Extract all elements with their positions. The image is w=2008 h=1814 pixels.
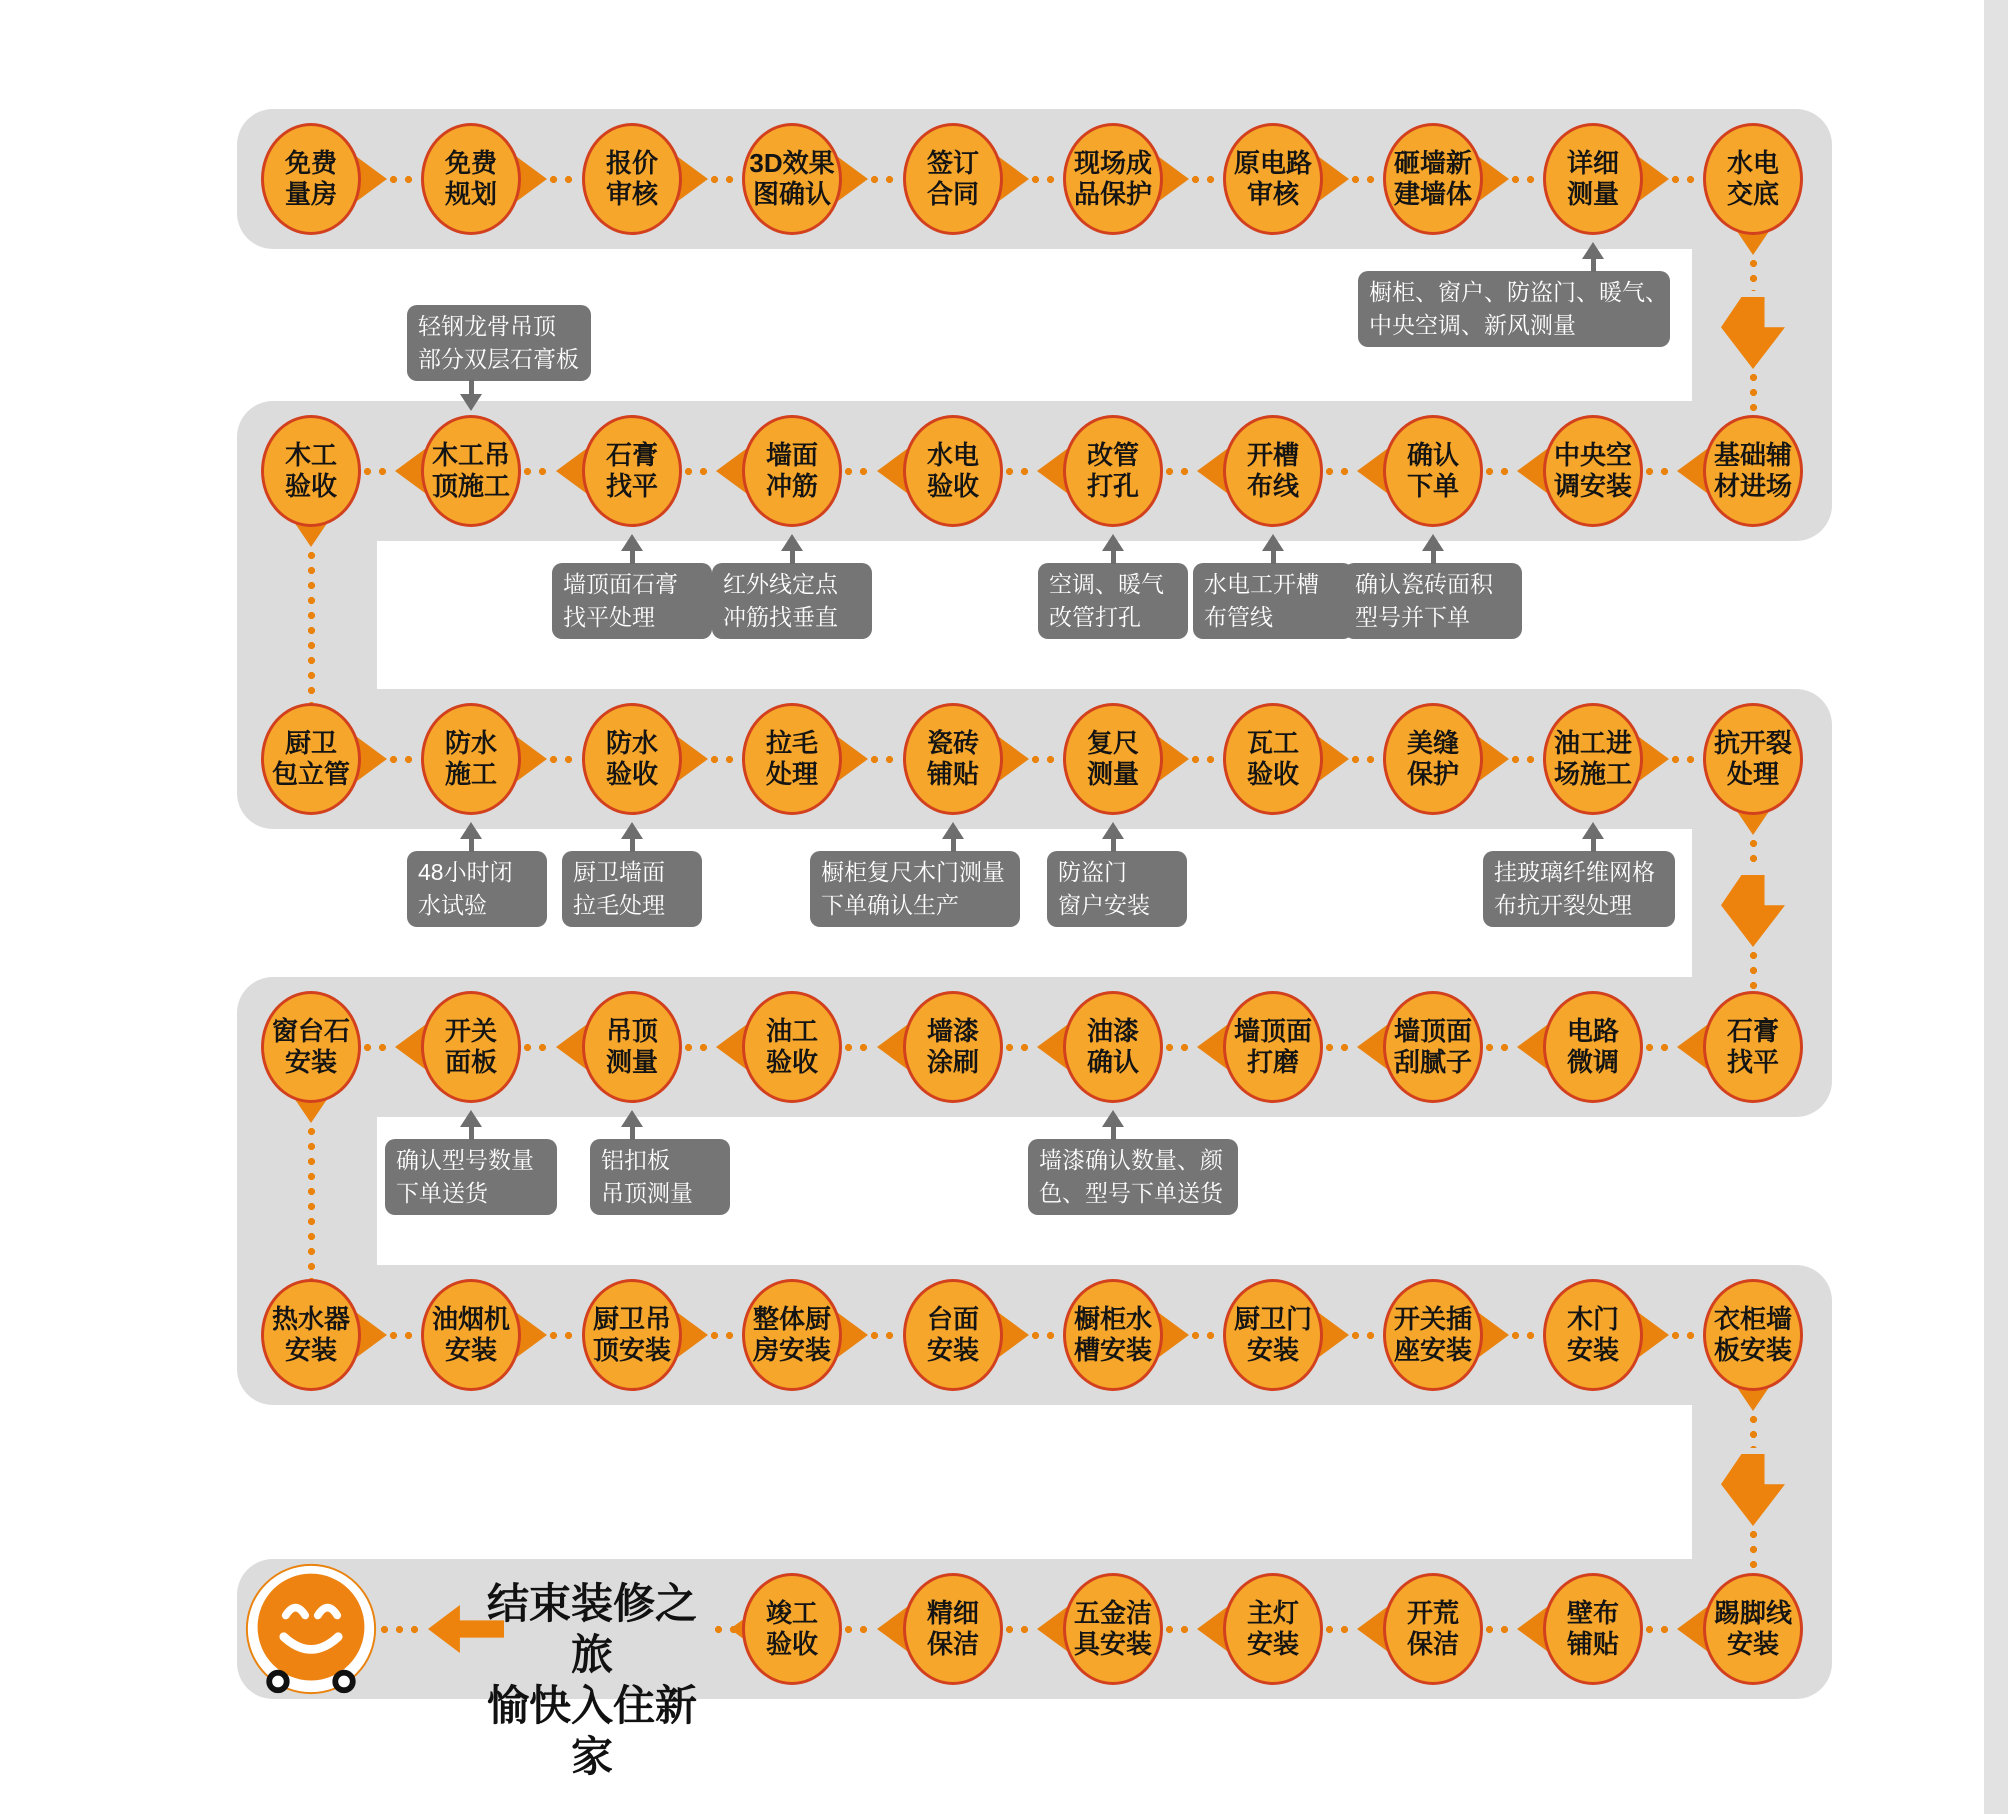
flow-node-label: 瓦工: [1246, 728, 1299, 758]
callout-stem: [1111, 549, 1116, 564]
dotted-connector: [870, 755, 901, 764]
smiley-face-icon: [243, 1561, 379, 1697]
flow-node-label: 验收: [605, 759, 658, 789]
flow-node-label: 水电: [926, 440, 979, 470]
dotted-connector: [1165, 467, 1195, 476]
flow-node-circle: [1703, 415, 1803, 527]
flow-node-label: 材进场: [1713, 471, 1792, 501]
dotted-connector: [1485, 1043, 1515, 1052]
flow-node-label: 橱柜水: [1073, 1304, 1152, 1334]
flow-node-label: 量房: [284, 179, 337, 209]
dotted-connector: [1031, 175, 1061, 184]
flow-node-circle: [1543, 123, 1643, 235]
flow-node-label: 处理: [1726, 759, 1779, 789]
flow-node-circle: [1543, 991, 1643, 1103]
dotted-connector: [684, 467, 714, 476]
dotted-connector: [1749, 259, 1758, 291]
flow-node-circle: [1063, 703, 1163, 815]
end-text-line: 结束装修之旅: [486, 1580, 697, 1678]
flow-node-circle: [421, 991, 521, 1103]
dotted-connector: [684, 1043, 714, 1052]
flow-node-label: 报价: [605, 148, 658, 178]
flow-node-label: 壁布: [1566, 1598, 1619, 1628]
flow-node-label: 木工: [284, 440, 337, 470]
dotted-connector: [549, 175, 580, 184]
callout-stem: [1271, 549, 1276, 564]
callout-box: [562, 851, 702, 927]
flow-node-circle: [742, 123, 842, 235]
callout-box: [1344, 563, 1522, 639]
dotted-connector: [1191, 175, 1221, 184]
flow-node-label: 图确认: [752, 179, 831, 209]
callout-text: 防盗门: [1058, 859, 1127, 885]
dotted-connector: [844, 1043, 875, 1052]
flow-node-label: 保洁: [1406, 1629, 1459, 1659]
flow-node-label: 签订: [926, 148, 979, 178]
flow-node-circle: [261, 415, 361, 527]
flow-node-label: 验收: [765, 1629, 818, 1659]
callout-text: 铝扣板: [601, 1147, 670, 1173]
flow-node-label: 确认: [1406, 440, 1459, 470]
flow-node-label: 木工吊: [431, 440, 510, 470]
callout-box: [407, 851, 547, 927]
flow-node-label: 安装: [1246, 1335, 1299, 1365]
page-edge-strip: [1984, 0, 2008, 1814]
flow-node-label: 座安装: [1393, 1335, 1472, 1365]
callout-text: 确认型号数量: [396, 1147, 534, 1173]
flow-node-label: 具安装: [1073, 1629, 1152, 1659]
flow-node-label: 窗台石: [271, 1016, 350, 1046]
flow-node-label: 合同: [926, 179, 979, 209]
flow-node-label: 详细: [1566, 148, 1619, 178]
callout-text: 水电工开槽: [1204, 571, 1319, 597]
callout-text: 部分双层石膏板: [418, 346, 579, 372]
flow-node-label: 保洁: [926, 1629, 979, 1659]
callout-box: [1483, 851, 1675, 927]
flow-node-circle: [261, 703, 361, 815]
flow-node-label: 面板: [444, 1047, 497, 1077]
flow-node-label: 验收: [284, 471, 337, 501]
flow-node-label: 交底: [1726, 179, 1779, 209]
flow-node-circle: [1543, 415, 1643, 527]
dotted-connector: [307, 1127, 316, 1279]
callout-text: 橱柜、窗户、防盗门、暖气、: [1369, 279, 1668, 305]
callout-text: 窗户安装: [1058, 892, 1150, 918]
flow-node-label: 拉毛: [765, 728, 818, 758]
flow-node-label: 房安装: [752, 1335, 831, 1365]
dotted-connector: [363, 1043, 393, 1052]
dotted-connector: [870, 1331, 901, 1340]
flow-node-label: 五金洁: [1073, 1598, 1152, 1628]
flow-node-circle: [742, 1279, 842, 1391]
flow-node-label: 防水: [444, 728, 497, 758]
dotted-connector: [1671, 175, 1701, 184]
flow-node-label: 板安装: [1713, 1335, 1792, 1365]
flow-node-circle: [903, 123, 1003, 235]
callout-stem: [1111, 837, 1116, 852]
dotted-connector: [1671, 755, 1701, 764]
flow-node-label: 布线: [1246, 471, 1299, 501]
dotted-connector: [1165, 1625, 1195, 1634]
flow-node-label: 铺贴: [1566, 1629, 1619, 1659]
callout-box: [590, 1139, 730, 1215]
flow-node-circle: [1703, 1279, 1803, 1391]
dotted-connector: [1485, 467, 1515, 476]
flow-node-circle: [1223, 991, 1323, 1103]
dotted-connector: [1511, 755, 1541, 764]
dotted-connector: [1351, 755, 1381, 764]
callout-stem: [1431, 549, 1436, 564]
dotted-connector: [870, 175, 901, 184]
flow-node-circle: [1543, 1279, 1643, 1391]
dotted-connector: [523, 467, 554, 476]
flow-node-label: 木门: [1566, 1304, 1619, 1334]
flow-node-circle: [421, 415, 521, 527]
callout-box: [1028, 1139, 1238, 1215]
flow-node-label: 审核: [605, 179, 658, 209]
callout-text: 红外线定点: [723, 571, 838, 597]
flow-node-label: 确认: [1086, 1047, 1139, 1077]
flow-node-label: 整体厨: [752, 1304, 831, 1334]
dotted-connector: [1485, 1625, 1515, 1634]
flow-node-label: 打孔: [1086, 471, 1139, 501]
flow-node-label: 墙漆: [926, 1016, 979, 1046]
flow-node-label: 美缝: [1406, 728, 1459, 758]
flow-node-label: 现场成: [1073, 148, 1152, 178]
end-text: [470, 1578, 714, 1782]
flow-node-circle: [1223, 123, 1323, 235]
flow-node-circle: [1383, 991, 1483, 1103]
flow-node-label: 抗开裂: [1713, 728, 1792, 758]
dotted-connector: [1749, 1415, 1758, 1448]
flow-node-circle: [261, 1279, 361, 1391]
dotted-connector: [1645, 1625, 1675, 1634]
dotted-connector: [1325, 1625, 1355, 1634]
dotted-connector: [1325, 1043, 1355, 1052]
dotted-connector: [1351, 1331, 1381, 1340]
flow-node-circle: [742, 1573, 842, 1685]
flow-node-label: 保护: [1406, 759, 1459, 789]
dotted-connector: [1005, 1043, 1035, 1052]
flow-node-label: 铺贴: [926, 759, 979, 789]
flow-node-circle: [742, 415, 842, 527]
flow-node-label: 安装: [284, 1335, 337, 1365]
flow-node-circle: [1223, 1279, 1323, 1391]
callout-text: 吊顶测量: [601, 1180, 693, 1206]
flow-node-label: 找平: [605, 471, 658, 501]
dotted-connector: [523, 1043, 554, 1052]
dotted-connector: [1005, 1625, 1035, 1634]
flow-node-label: 安装: [1566, 1335, 1619, 1365]
flow-node-label: 打磨: [1246, 1047, 1299, 1077]
flow-node-label: 精细: [926, 1598, 979, 1628]
callout-text: 型号并下单: [1355, 604, 1470, 630]
flow-node-label: 验收: [1246, 759, 1299, 789]
dotted-connector: [1645, 1043, 1675, 1052]
callout-text: 改管打孔: [1049, 604, 1141, 630]
dotted-connector: [1351, 175, 1381, 184]
callout-stem: [469, 379, 474, 395]
flow-node-label: 开关: [444, 1016, 497, 1046]
callout-text: 布抗开裂处理: [1494, 892, 1632, 918]
callout-box: [385, 1139, 557, 1215]
flow-node-circle: [421, 1279, 521, 1391]
callout-stem: [630, 1125, 635, 1140]
flow-node-circle: [421, 703, 521, 815]
flow-node-label: 验收: [926, 471, 979, 501]
flow-node-circle: [1223, 703, 1323, 815]
dotted-connector: [1005, 467, 1035, 476]
flow-node-label: 油漆: [1086, 1016, 1139, 1046]
flow-node-label: 石膏: [1726, 1016, 1779, 1046]
flow-node-label: 顶安装: [592, 1335, 671, 1365]
dotted-connector: [1165, 1043, 1195, 1052]
flow-node-circle: [1703, 1573, 1803, 1685]
flow-node-label: 下单: [1406, 471, 1459, 501]
flow-node-label: 厨卫吊: [592, 1304, 671, 1334]
flow-node-label: 油工进: [1553, 728, 1632, 758]
flow-node-label: 顶施工: [431, 471, 510, 501]
flow-node-label: 墙顶面: [1233, 1016, 1312, 1046]
flow-node-label: 热水器: [271, 1304, 350, 1334]
flow-node-label: 墙顶面: [1393, 1016, 1472, 1046]
flow-node-label: 微调: [1566, 1047, 1619, 1077]
callout-stem: [1591, 257, 1596, 272]
flow-node-circle: [1703, 123, 1803, 235]
dotted-connector: [1749, 1530, 1758, 1573]
flow-node-label: 台面: [926, 1304, 979, 1334]
flow-node-label: 场施工: [1553, 759, 1632, 789]
dotted-connector: [1325, 467, 1355, 476]
dotted-connector: [1749, 951, 1758, 991]
callout-box: [1038, 563, 1188, 639]
dotted-connector: [1671, 1331, 1701, 1340]
callout-text: 确认瓷砖面积: [1355, 571, 1493, 597]
flow-node-circle: [1063, 415, 1163, 527]
dotted-connector: [1749, 839, 1758, 869]
dotted-connector: [1645, 467, 1675, 476]
callout-box: [552, 563, 712, 639]
flow-node-label: 开关插: [1393, 1304, 1472, 1334]
flow-node-circle: [742, 703, 842, 815]
dotted-connector: [1031, 755, 1061, 764]
callout-stem: [790, 549, 795, 564]
dotted-connector: [1031, 1331, 1061, 1340]
flow-node-circle: [1383, 703, 1483, 815]
flow-node-label: 原电路: [1233, 148, 1312, 178]
flow-node-label: 砸墙新: [1393, 148, 1472, 178]
callout-stem: [1591, 837, 1596, 852]
flow-node-label: 电路: [1566, 1016, 1619, 1046]
flow-node-label: 测量: [1086, 759, 1139, 789]
callout-box: [1047, 851, 1187, 927]
flow-node-label: 建墙体: [1393, 179, 1472, 209]
flow-node-label: 安装: [926, 1335, 979, 1365]
dotted-connector: [1191, 755, 1221, 764]
flow-node-label: 槽安装: [1073, 1335, 1152, 1365]
callout-text: 拉毛处理: [573, 892, 665, 918]
callout-text: 找平处理: [563, 604, 655, 630]
callout-text: 空调、暖气: [1049, 571, 1164, 597]
callout-stem: [469, 1125, 474, 1140]
flow-node-label: 墙面: [765, 440, 818, 470]
dotted-connector: [710, 175, 740, 184]
dotted-connector: [1749, 373, 1758, 415]
flow-node-circle: [1063, 123, 1163, 235]
flow-node-label: 吊顶: [605, 1016, 658, 1046]
dotted-connector: [1511, 1331, 1541, 1340]
flow-node-circle: [582, 123, 682, 235]
flow-node-label: 找平: [1726, 1047, 1779, 1077]
dotted-connector: [363, 467, 393, 476]
flow-node-label: 免费: [444, 148, 497, 178]
callout-text: 下单确认生产: [821, 892, 959, 918]
flow-node-circle: [1223, 415, 1323, 527]
end-text-line: 愉快入住新家: [486, 1682, 697, 1780]
flow-node-label: 防水: [605, 728, 658, 758]
flow-node-label: 免费: [284, 148, 337, 178]
callout-text: 水试验: [418, 892, 487, 918]
dotted-connector: [389, 175, 419, 184]
dotted-connector: [710, 1331, 740, 1340]
callout-text: 挂玻璃纤维网格: [1494, 859, 1655, 885]
flow-node-label: 衣柜墙: [1713, 1304, 1792, 1334]
flow-node-label: 厨卫: [284, 728, 337, 758]
flow-node-circle: [1063, 991, 1163, 1103]
callout-text: 48小时闭: [418, 859, 513, 885]
flow-node-label: 厨卫门: [1233, 1304, 1312, 1334]
flow-node-label: 主灯: [1246, 1598, 1299, 1628]
flow-node-circle: [1383, 415, 1483, 527]
dotted-connector: [549, 1331, 580, 1340]
flow-node-circle: [1063, 1279, 1163, 1391]
flow-node-label: 审核: [1246, 179, 1299, 209]
flow-node-label: 调安装: [1553, 471, 1632, 501]
flow-node-circle: [1703, 703, 1803, 815]
flow-node-label: 处理: [765, 759, 818, 789]
dotted-connector: [307, 551, 316, 703]
flow-node-circle: [582, 703, 682, 815]
callout-text: 色、型号下单送货: [1039, 1180, 1223, 1206]
callout-text: 下单送货: [396, 1180, 488, 1206]
callout-stem: [951, 837, 956, 852]
flow-node-circle: [1703, 991, 1803, 1103]
flow-node-label: 施工: [444, 759, 497, 789]
callout-text: 布管线: [1204, 604, 1273, 630]
callout-text: 冲筋找垂直: [723, 604, 838, 630]
callout-stem: [630, 837, 635, 852]
flow-node-circle: [903, 703, 1003, 815]
callout-box: [712, 563, 872, 639]
callout-text: 中央空调、新风测量: [1369, 312, 1576, 338]
flow-node-label: 规划: [444, 179, 497, 209]
dotted-connector: [710, 755, 740, 764]
callout-text: 厨卫墙面: [573, 859, 665, 885]
flow-node-label: 安装: [1246, 1629, 1299, 1659]
flow-node-label: 复尺: [1086, 728, 1139, 758]
callout-box: [1358, 271, 1670, 347]
flow-node-label: 安装: [444, 1335, 497, 1365]
flow-node-label: 测量: [605, 1047, 658, 1077]
flow-node-circle: [1063, 1573, 1163, 1685]
flow-node-label: 涂刷: [926, 1047, 979, 1077]
flow-node-label: 基础辅: [1713, 440, 1792, 470]
flow-node-label: 开荒: [1406, 1598, 1459, 1628]
flow-node-circle: [582, 991, 682, 1103]
flow-node-label: 油工: [765, 1016, 818, 1046]
flow-node-circle: [903, 991, 1003, 1103]
flow-node-label: 石膏: [605, 440, 658, 470]
flow-node-label: 竣工: [765, 1598, 818, 1628]
dotted-connector: [549, 755, 580, 764]
flow-node-circle: [582, 1279, 682, 1391]
flow-node-label: 瓷砖: [926, 728, 979, 758]
flow-node-label: 水电: [1726, 148, 1779, 178]
flow-node-label: 冲筋: [765, 471, 818, 501]
flow-node-circle: [261, 123, 361, 235]
flow-node-circle: [903, 415, 1003, 527]
dotted-connector: [844, 467, 875, 476]
flow-node-label: 中央空: [1553, 440, 1632, 470]
callout-arrowhead-icon: [460, 394, 482, 411]
flow-node-label: 油烟机: [431, 1304, 510, 1334]
callout-text: 轻钢龙骨吊顶: [418, 313, 556, 339]
flow-node-circle: [903, 1279, 1003, 1391]
callout-stem: [630, 549, 635, 564]
flow-node-circle: [261, 991, 361, 1103]
dotted-connector: [389, 755, 419, 764]
flow-node-label: 包立管: [271, 759, 350, 789]
flow-node-circle: [903, 1573, 1003, 1685]
callout-box: [407, 305, 591, 381]
flow-node-circle: [742, 991, 842, 1103]
dotted-connector: [380, 1625, 426, 1634]
flow-node-label: 安装: [1726, 1629, 1779, 1659]
flow-node-label: 踢脚线: [1713, 1598, 1792, 1628]
dotted-connector: [1511, 175, 1541, 184]
dotted-connector: [1191, 1331, 1221, 1340]
flow-node-label: 品保护: [1073, 179, 1152, 209]
flow-node-circle: [1543, 1573, 1643, 1685]
callout-text: 墙顶面石膏: [563, 571, 678, 597]
flow-node-label: 开槽: [1246, 440, 1299, 470]
flow-node-circle: [1383, 1279, 1483, 1391]
flow-node-circle: [421, 123, 521, 235]
callout-box: [810, 851, 1020, 927]
callout-stem: [1111, 1125, 1116, 1140]
flow-node-label: 验收: [765, 1047, 818, 1077]
callout-text: 墙漆确认数量、颜: [1039, 1147, 1223, 1173]
flow-node-label: 安装: [284, 1047, 337, 1077]
flow-node-circle: [1383, 123, 1483, 235]
callout-stem: [469, 837, 474, 852]
dotted-connector: [389, 1331, 419, 1340]
flow-node-circle: [1543, 703, 1643, 815]
callout-box: [1193, 563, 1353, 639]
flow-node-label: 3D效果: [749, 148, 835, 178]
flow-node-label: 刮腻子: [1393, 1047, 1472, 1077]
flow-node-circle: [582, 415, 682, 527]
callout-text: 橱柜复尺木门测量: [821, 859, 1005, 885]
flow-node-circle: [1383, 1573, 1483, 1685]
flow-node-label: 改管: [1086, 440, 1139, 470]
flow-node-label: 测量: [1566, 179, 1619, 209]
flow-node-circle: [1223, 1573, 1323, 1685]
dotted-connector: [844, 1625, 875, 1634]
